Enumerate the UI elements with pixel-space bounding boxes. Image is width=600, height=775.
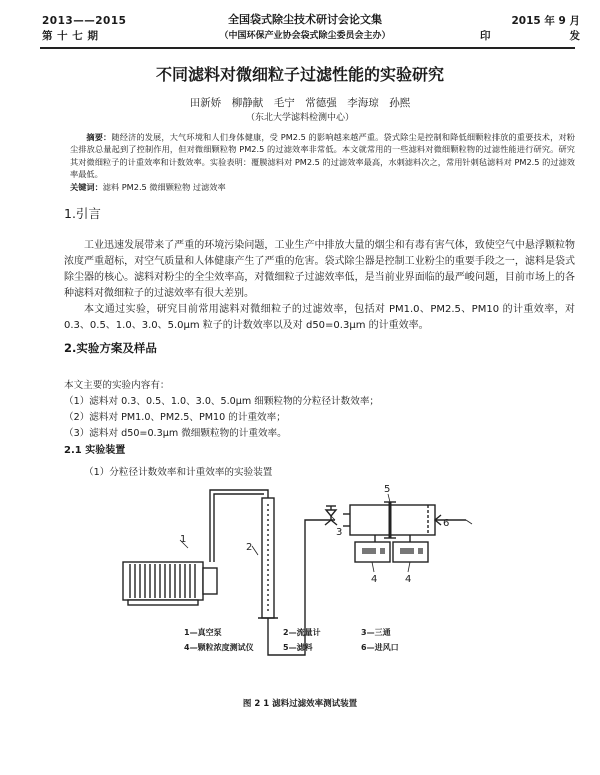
keywords-text: 滤料 PM2.5 微细颗粒物 过滤效率 (102, 181, 226, 192)
collection-title: 全国袋式除尘技术研讨会论文集 (228, 13, 382, 26)
filter-housing (343, 502, 435, 538)
experiment-list (64, 378, 575, 442)
figure-legend (184, 627, 399, 652)
print-char-b: 发 (569, 30, 580, 42)
abstract-text: 随经济的发展，大气环境和人们身体健康，受 PM2.5 的影响越来越严重。袋式除尘是控制和降低细颗粒排放的重要技术，对粉尘排放总量起到了控制作用，但对微细颗粒物 PM2.5 的过滤效率非常低。本文就常用的一些滤料对微细颗粒物的过滤性能进行研究。研究其对微细粒子的计重效率和计数效率。实验表明：覆膜滤料对 PM2.5 的过滤效率最高，水刺滤料次之，常用针刺毡滤料对 PM2.5 的过滤效率最低。 (70, 132, 575, 180)
keywords-label: 关键词： (70, 181, 103, 192)
legend-5: 5—滤料 (283, 643, 313, 652)
vacuum-pump (123, 562, 217, 605)
experiment-intro: 本文主要的实验内容有： (64, 380, 170, 391)
section-1-para-2: 本文通过实验，研究目前常用滤料对微细粒子的过滤效率，包括对 PM1.0、PM2.5、PM10 的计重效率，对 0.3、0.5、1.0、3.0、5.0μm 粒子的计数效率以及对 d50=0.3μm 的计重效率。 (64, 304, 575, 331)
publication-date-info (470, 14, 580, 44)
section-1-para-1: 工业迅速发展带来了严重的环境污染问题，工业生产中排放大量的烟尘和有毒有害气体，致使空气中悬浮颗粒物浓度严重超标，对空气质量和人体健康产生了严重的危害。袋式除尘器是控制工业粉尘的重要手段之一，滤料是袋式除尘器的核心。滤料对粉尘的全尘效率高，对微细粒子过滤效率低，是当前业界面临的最严峻问题，目前市场上的各种滤料对微细粒子的过滤效率有很大差别。 (64, 240, 575, 299)
label-3: 3 (336, 527, 343, 538)
subsection-heading: 2.1 实验装置 (64, 445, 126, 456)
legend-2: 2—流量计 (283, 628, 321, 637)
inlet-arrow (435, 515, 466, 525)
journal-issue-info (42, 14, 126, 44)
paper-authors: 田新娇 柳静献 毛宁 常德强 李海琼 孙熙 (189, 97, 411, 109)
experiment-item-1: （1）滤料对 0.3、0.5、1.0、3.0、5.0μm 细颗粒物的分粒径计数效率； (64, 396, 380, 407)
apparatus-diagram (0, 480, 600, 695)
paper-affiliation: （东北大学滤料检测中心） (245, 113, 354, 123)
apparatus-description: （1）分粒径计数效率和计重效率的实验装置 (84, 467, 273, 478)
abstract (70, 131, 575, 193)
publication-date: 2015 年 9 月 (511, 15, 580, 27)
paper-title: 不同滤料对微细粒子过滤性能的实验研究 (155, 65, 444, 84)
legend-3: 3—三通 (361, 628, 391, 637)
label-6: 6 (443, 518, 450, 529)
experiment-item-3: （3）滤料对 d50=0.3μm 微细颗粒物的计重效率。 (64, 428, 287, 439)
label-1: 1 (180, 534, 187, 545)
particle-counter-right (393, 542, 428, 562)
legend-4: 4—颗粒浓度测试仪 (184, 643, 254, 652)
particle-counter-left (355, 542, 390, 562)
three-way-valve (325, 506, 337, 525)
flowmeter (258, 498, 278, 618)
figure-caption: 图 2 1 滤料过滤效率测试装置 (242, 699, 358, 709)
label-2: 2 (246, 542, 253, 553)
collection-header (175, 12, 435, 44)
label-4b: 4 (405, 574, 412, 585)
header-rule (40, 47, 575, 49)
legend-6: 6—进风口 (361, 643, 399, 652)
abstract-label: 摘要： (86, 132, 112, 142)
collection-organizer: （中国环保产业协会袋式除尘委员会主办） (219, 31, 391, 41)
label-4a: 4 (371, 574, 378, 585)
print-char-a: 印 (480, 30, 491, 42)
label-5: 5 (384, 484, 391, 495)
journal-issue: 第 十 七 期 (42, 30, 99, 42)
experiment-item-2: （2）滤料对 PM1.0、PM2.5、PM10 的计重效率； (64, 412, 286, 423)
section-2-heading: 2.实验方案及样品 (64, 341, 157, 355)
pipe-pump-flowmeter (210, 490, 268, 562)
legend-1: 1—真空泵 (184, 628, 222, 637)
journal-years: 2013——2015 (42, 15, 127, 27)
section-1-heading: 1.引言 (64, 206, 101, 221)
